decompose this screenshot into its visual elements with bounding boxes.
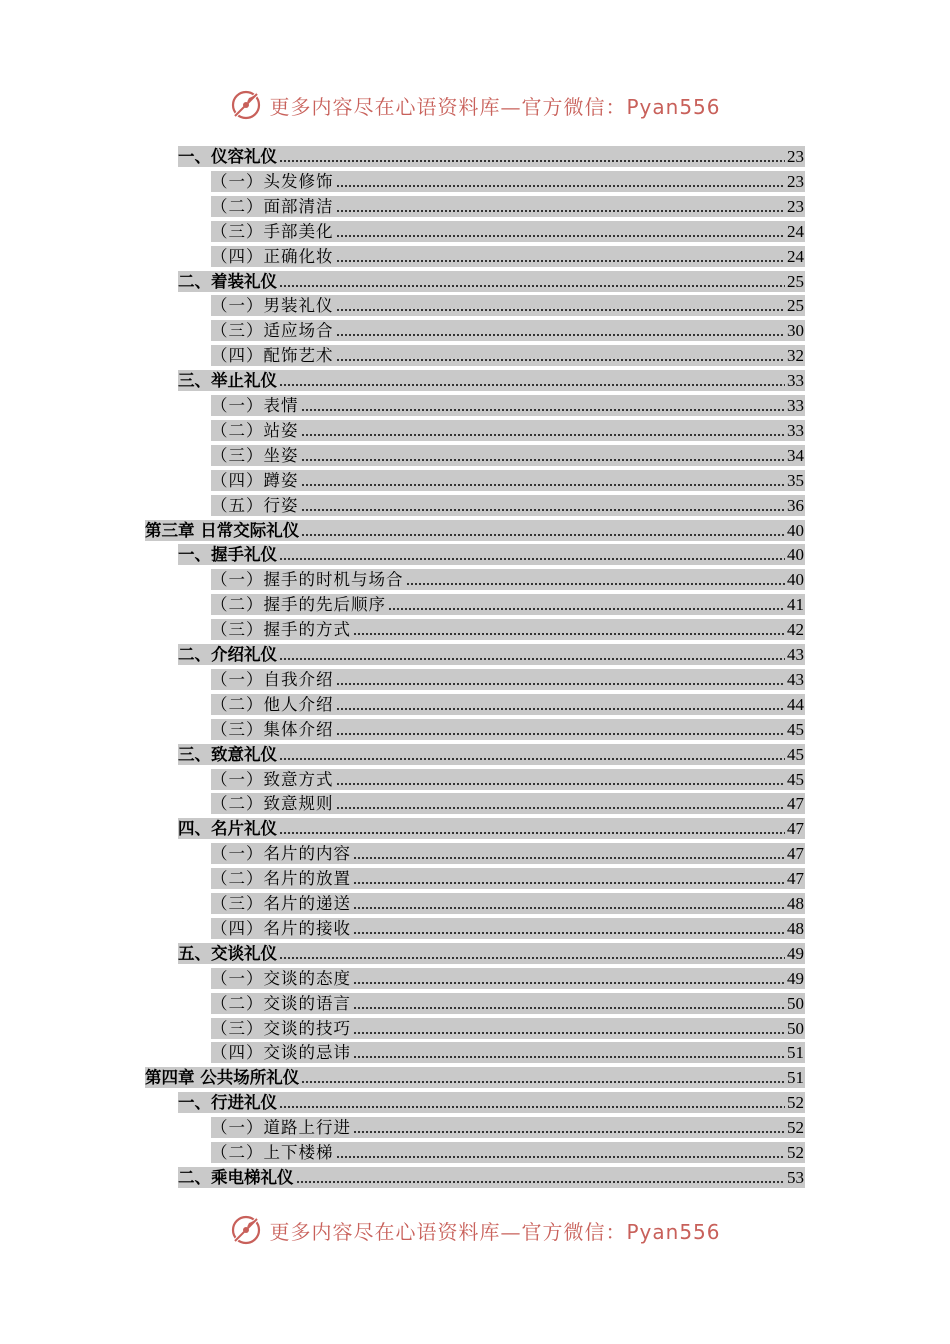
toc-page-number: 32 (787, 346, 804, 366)
toc-entry-title: （一）道路上行进 (211, 1118, 351, 1138)
toc-page-number: 47 (787, 869, 804, 889)
toc-entry-title: （五）行姿 (211, 495, 299, 515)
toc-page-number: 45 (787, 769, 804, 789)
dot-leader (279, 557, 785, 561)
dot-leader (279, 757, 785, 761)
dot-leader (353, 906, 785, 910)
toc-section-row[interactable] (178, 370, 805, 391)
dot-leader (279, 383, 785, 387)
toc-entry-title: 五、交谈礼仪 (178, 943, 277, 963)
toc-page-number: 40 (787, 545, 804, 565)
toc-page-number: 40 (787, 570, 804, 590)
toc-page-number: 33 (787, 396, 804, 415)
toc-entry-title: 四、名片礼仪 (178, 819, 277, 839)
dot-leader (336, 209, 786, 213)
toc-page-number: 47 (787, 844, 804, 864)
toc-page-number: 25 (787, 296, 804, 316)
toc-entry-title: 三、举止礼仪 (178, 371, 277, 391)
toc-subsection-row[interactable] (211, 868, 805, 889)
toc-page-number: 45 (787, 719, 804, 739)
toc-entry-title: 一、仪容礼仪 (178, 147, 277, 166)
dot-leader (353, 931, 785, 935)
toc-entry-title: （四）交谈的忌讳 (211, 1043, 351, 1063)
toc-section-row[interactable] (178, 744, 805, 765)
banner-text: 更多内容尽在心语资料库—官方微信：Pyan556 (269, 94, 721, 119)
dot-leader (336, 358, 786, 362)
toc-section-row[interactable] (178, 271, 805, 292)
toc-entry-title: （三）握手的方式 (211, 620, 351, 640)
toc-section-row[interactable] (178, 943, 805, 964)
toc-page-number: 30 (787, 321, 804, 341)
toc-subsection-row[interactable] (211, 345, 805, 366)
toc-page-number: 24 (787, 246, 804, 266)
dot-leader (279, 159, 785, 163)
dot-leader (336, 333, 786, 337)
dot-leader (336, 806, 786, 810)
toc-entry-title: 一、握手礼仪 (178, 545, 277, 565)
toc-entry-title: （二）名片的放置 (211, 869, 351, 889)
toc-page-number: 51 (787, 1043, 804, 1063)
toc-entry-title: 二、介绍礼仪 (178, 645, 277, 664)
dot-leader (406, 582, 786, 586)
toc-entry-title: （二）面部清洁 (211, 196, 334, 216)
toc-entry-title: （四）正确化妆 (211, 246, 334, 266)
toc-page-number: 43 (787, 669, 804, 689)
toc-page-number: 48 (787, 918, 804, 938)
quill-pen-circle-icon (229, 1213, 263, 1247)
toc-page-number: 52 (787, 1118, 804, 1138)
toc-page-number: 36 (787, 495, 804, 515)
toc-subsection-row[interactable] (211, 719, 805, 740)
toc-page-number: 35 (787, 470, 804, 490)
toc-section-row[interactable] (178, 1092, 805, 1113)
toc-entry-title: （一）名片的内容 (211, 844, 351, 864)
dot-leader (336, 732, 786, 736)
toc-subsection-row[interactable] (211, 395, 805, 416)
dot-leader (353, 981, 785, 985)
toc-page-number: 52 (787, 1093, 804, 1113)
toc-subsection-row[interactable] (211, 769, 805, 790)
toc-page-number: 45 (787, 744, 804, 764)
toc-entry-title: （一）男装礼仪 (211, 296, 334, 316)
quill-pen-circle-icon (229, 88, 263, 122)
dot-leader (353, 1006, 785, 1010)
toc-subsection-row[interactable] (211, 968, 805, 989)
toc-page-number: 44 (787, 694, 804, 714)
dot-leader (336, 782, 786, 786)
toc-entry-title: （二）交谈的语言 (211, 993, 351, 1013)
toc-page-number: 24 (787, 221, 804, 241)
toc-subsection-row[interactable] (211, 1117, 805, 1138)
toc-subsection-row[interactable] (211, 594, 805, 615)
toc-subsection-row[interactable] (211, 918, 805, 939)
toc-subsection-row[interactable] (211, 420, 805, 441)
toc-entry-title: 第三章 日常交际礼仪 (145, 520, 300, 540)
dot-leader (279, 831, 785, 835)
toc-entry-title: （三）手部美化 (211, 221, 334, 241)
toc-subsection-row[interactable] (211, 196, 805, 217)
dot-leader (336, 184, 786, 188)
toc-entry-title: （二）他人介绍 (211, 694, 334, 714)
toc-entry-title: （四）蹲姿 (211, 470, 299, 490)
dot-leader (353, 1031, 785, 1035)
toc-subsection-row[interactable] (211, 694, 805, 715)
dot-leader (301, 458, 786, 462)
dot-leader (301, 508, 786, 512)
toc-entry-title: （二）致意规则 (211, 794, 334, 814)
toc-section-row[interactable] (178, 644, 805, 665)
toc-page-number: 49 (787, 968, 804, 988)
toc-page-number: 25 (787, 271, 804, 291)
toc-entry-title: （四）配饰艺术 (211, 346, 334, 366)
dot-leader (336, 308, 786, 312)
dot-leader (296, 1180, 786, 1184)
toc-page-number: 33 (787, 371, 804, 391)
toc-subsection-row[interactable] (211, 320, 805, 341)
toc-entry-title: （一）交谈的态度 (211, 968, 351, 988)
dot-leader (336, 707, 786, 711)
toc-subsection-row[interactable] (211, 843, 805, 864)
footer-banner (0, 1210, 950, 1250)
toc-subsection-row[interactable] (211, 893, 805, 914)
dot-leader (301, 1080, 785, 1084)
toc-entry-title: （三）坐姿 (211, 445, 299, 465)
dot-leader (279, 284, 785, 288)
dot-leader (388, 607, 785, 611)
toc-entry-title: （一）表情 (211, 396, 299, 415)
header-banner (0, 85, 950, 125)
dot-leader (336, 682, 786, 686)
toc-subsection-row[interactable] (211, 619, 805, 640)
toc-page-number: 23 (787, 196, 804, 216)
toc-entry-title: （二）站姿 (211, 420, 299, 440)
toc-subsection-row[interactable] (211, 495, 805, 516)
toc-entry-title: 三、致意礼仪 (178, 744, 277, 764)
toc-page-number: 42 (787, 620, 804, 640)
toc-subsection-row[interactable] (211, 470, 805, 491)
toc-subsection-row[interactable] (211, 445, 805, 466)
toc-page-number: 50 (787, 993, 804, 1013)
toc-page-number: 51 (787, 1068, 804, 1088)
banner-text: 更多内容尽在心语资料库—官方微信：Pyan556 (269, 1219, 721, 1244)
toc-page-number: 52 (787, 1143, 804, 1162)
dot-leader (336, 234, 786, 238)
toc-page-number: 23 (787, 147, 804, 166)
toc-page-number: 33 (787, 420, 804, 440)
toc-subsection-row[interactable] (211, 669, 805, 690)
toc-subsection-row[interactable] (211, 171, 805, 192)
toc-entry-title: （二）握手的先后顺序 (211, 595, 386, 615)
toc-subsection-row[interactable] (211, 793, 805, 814)
dot-leader (353, 632, 785, 636)
toc-page-number: 40 (787, 520, 804, 540)
toc-page-number: 41 (787, 595, 804, 615)
toc-subsection-row[interactable] (211, 1018, 805, 1039)
toc-entry-title: （一）自我介绍 (211, 669, 334, 689)
toc-entry-title: （一）致意方式 (211, 769, 334, 789)
toc-entry-title: （三）集体介绍 (211, 719, 334, 739)
toc-subsection-row[interactable] (211, 1142, 805, 1163)
dot-leader (301, 408, 786, 412)
toc-entry-title: （一）握手的时机与场合 (211, 570, 404, 590)
toc-page-number: 43 (787, 645, 804, 664)
toc-chapter-row[interactable] (145, 520, 805, 541)
toc-page-number: 47 (787, 794, 804, 814)
toc-entry-title: （四）名片的接收 (211, 918, 351, 938)
banner-handle: Pyan556 (626, 1219, 721, 1244)
dot-leader (301, 533, 785, 537)
toc-entry-title: 第四章 公共场所礼仪 (145, 1068, 300, 1088)
toc-page-number: 23 (787, 171, 804, 191)
dot-leader (301, 483, 786, 487)
dot-leader (301, 433, 786, 437)
dot-leader (353, 1055, 785, 1059)
toc-section-row[interactable] (178, 818, 805, 839)
toc-entry-title: 一、行进礼仪 (178, 1093, 277, 1113)
toc-entry-title: （一）头发修饰 (211, 171, 334, 191)
banner-handle: Pyan556 (626, 94, 721, 119)
toc-entry-title: 二、着装礼仪 (178, 271, 277, 291)
toc-page-number: 49 (787, 943, 804, 963)
dot-leader (353, 881, 785, 885)
toc-chapter-row[interactable] (145, 1067, 805, 1088)
toc-entry-title: （三）适应场合 (211, 321, 334, 341)
dot-leader (279, 1105, 785, 1109)
toc-section-row[interactable] (178, 146, 805, 167)
toc-subsection-row[interactable] (211, 993, 805, 1014)
toc-subsection-row[interactable] (211, 569, 805, 590)
toc-page-number: 34 (787, 445, 804, 465)
toc-page-number: 48 (787, 894, 804, 913)
dot-leader (336, 259, 786, 263)
dot-leader (336, 1155, 786, 1159)
toc-page-number: 53 (787, 1167, 804, 1187)
toc-subsection-row[interactable] (211, 295, 805, 316)
toc-section-row[interactable] (178, 1167, 805, 1188)
toc-subsection-row[interactable] (211, 1042, 805, 1063)
toc-page-number: 50 (787, 1018, 804, 1038)
dot-leader (279, 657, 785, 661)
dot-leader (353, 856, 785, 860)
toc-entry-title: （三）名片的递送 (211, 894, 351, 913)
toc-subsection-row[interactable] (211, 221, 805, 242)
dot-leader (279, 956, 785, 960)
toc-entry-title: （三）交谈的技巧 (211, 1018, 351, 1038)
toc-entry-title: 二、乘电梯礼仪 (178, 1167, 294, 1187)
dot-leader (353, 1130, 785, 1134)
toc-page-number: 47 (787, 819, 804, 839)
toc-entry-title: （二）上下楼梯 (211, 1143, 334, 1162)
toc-subsection-row[interactable] (211, 246, 805, 267)
toc-section-row[interactable] (178, 544, 805, 565)
